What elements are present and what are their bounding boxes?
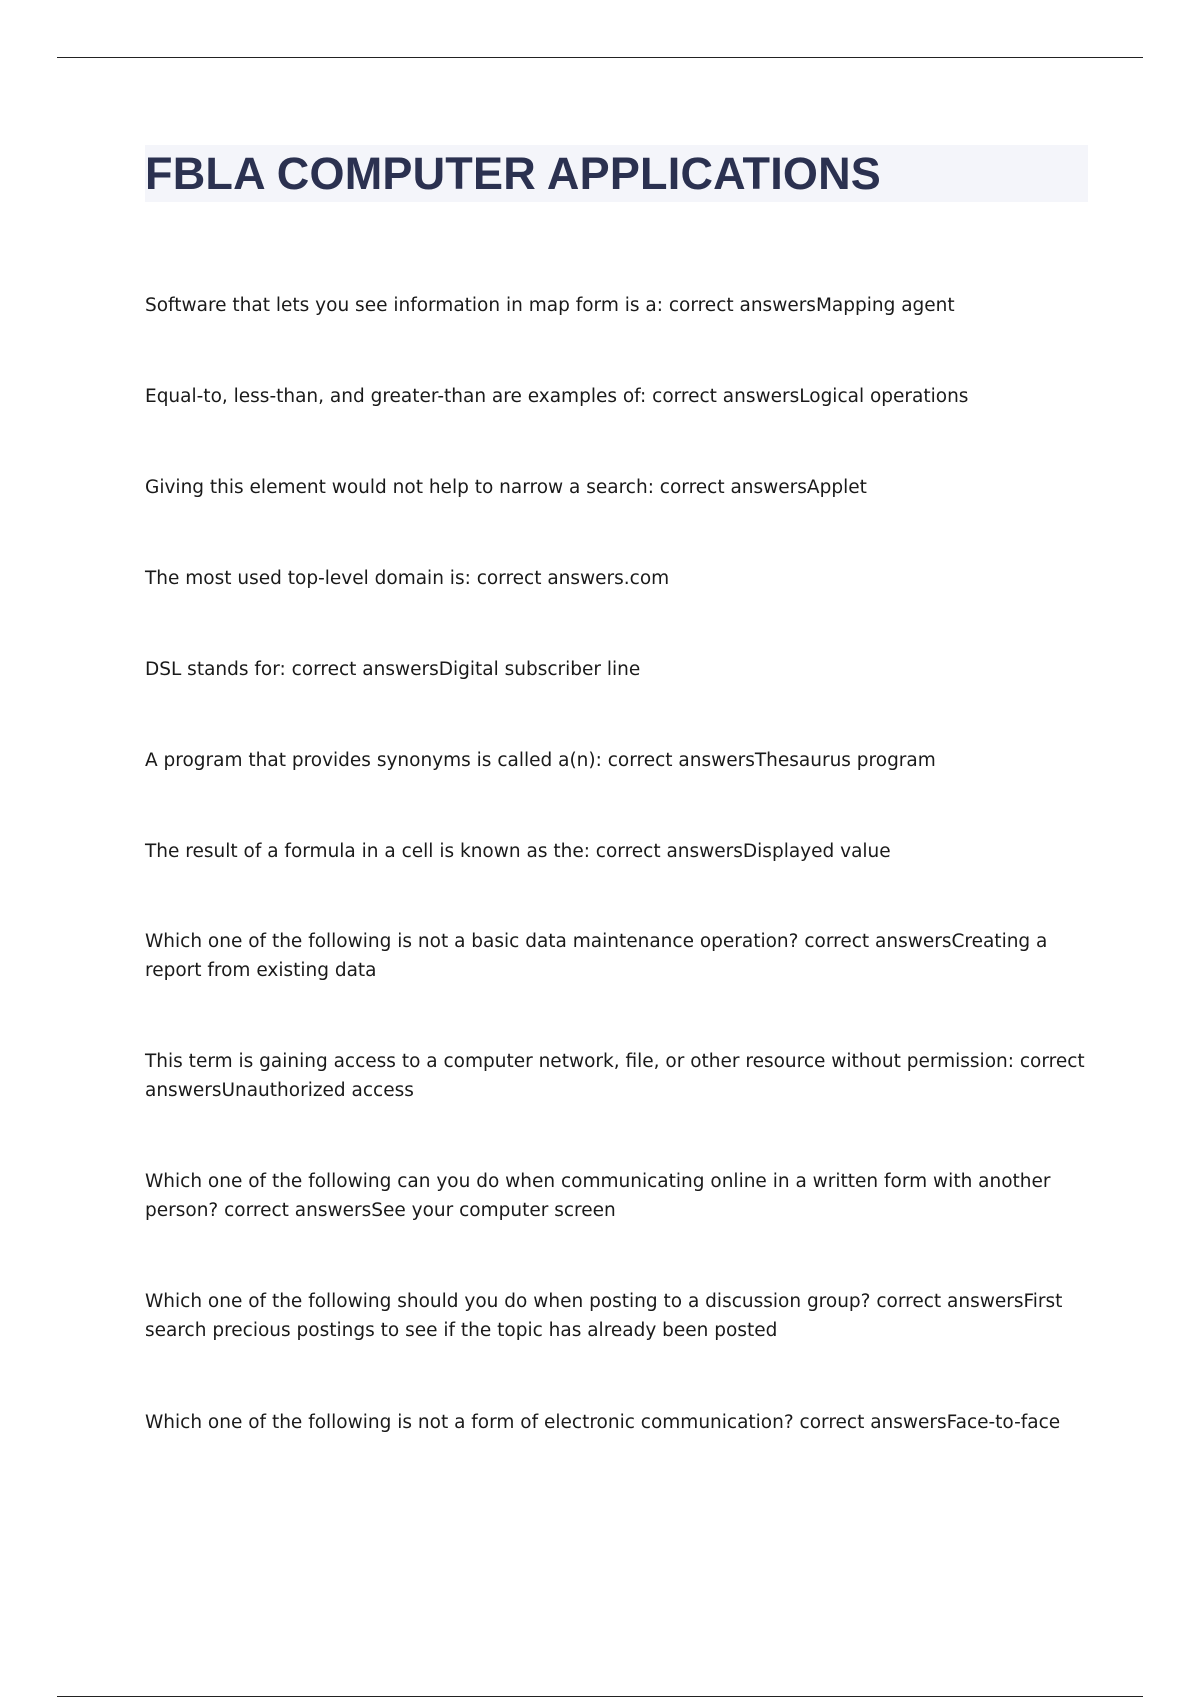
qa-item: Which one of the following can you do when communicating online in a written form with another person? correct answersSee your computer screen	[145, 1171, 1051, 1221]
bottom-rule	[57, 1696, 1143, 1697]
document-title: FBLA COMPUTER APPLICATIONS	[145, 148, 882, 199]
qa-item: DSL stands for: correct answersDigital subscriber line	[145, 659, 641, 680]
qa-item: Equal-to, less-than, and greater-than are examples of: correct answersLogical operations	[145, 386, 969, 407]
qa-item: Which one of the following is not a form of electronic communication? correct answersFace-to-face	[145, 1412, 1061, 1433]
qa-item: Software that lets you see information in map form is a: correct answersMapping agent	[145, 295, 955, 316]
qa-item: A program that provides synonyms is called a(n): correct answersThesaurus program	[145, 750, 936, 771]
qa-item: Which one of the following is not a basic data maintenance operation? correct answersCreating a report from existing data	[145, 931, 1048, 981]
qa-item: Which one of the following should you do when posting to a discussion group? correct answersFirst search precious postings to see if the topic has already been posted	[145, 1291, 1063, 1341]
title-banner	[145, 145, 1088, 202]
top-rule	[57, 57, 1143, 58]
qa-item: The most used top-level domain is: correct answers.com	[145, 568, 670, 589]
qa-item: This term is gaining access to a computer network, file, or other resource without permission: correct answersUnauthorized access	[145, 1051, 1085, 1101]
qa-item: The result of a formula in a cell is known as the: correct answersDisplayed value	[145, 841, 891, 862]
qa-item: Giving this element would not help to narrow a search: correct answersApplet	[145, 477, 867, 498]
